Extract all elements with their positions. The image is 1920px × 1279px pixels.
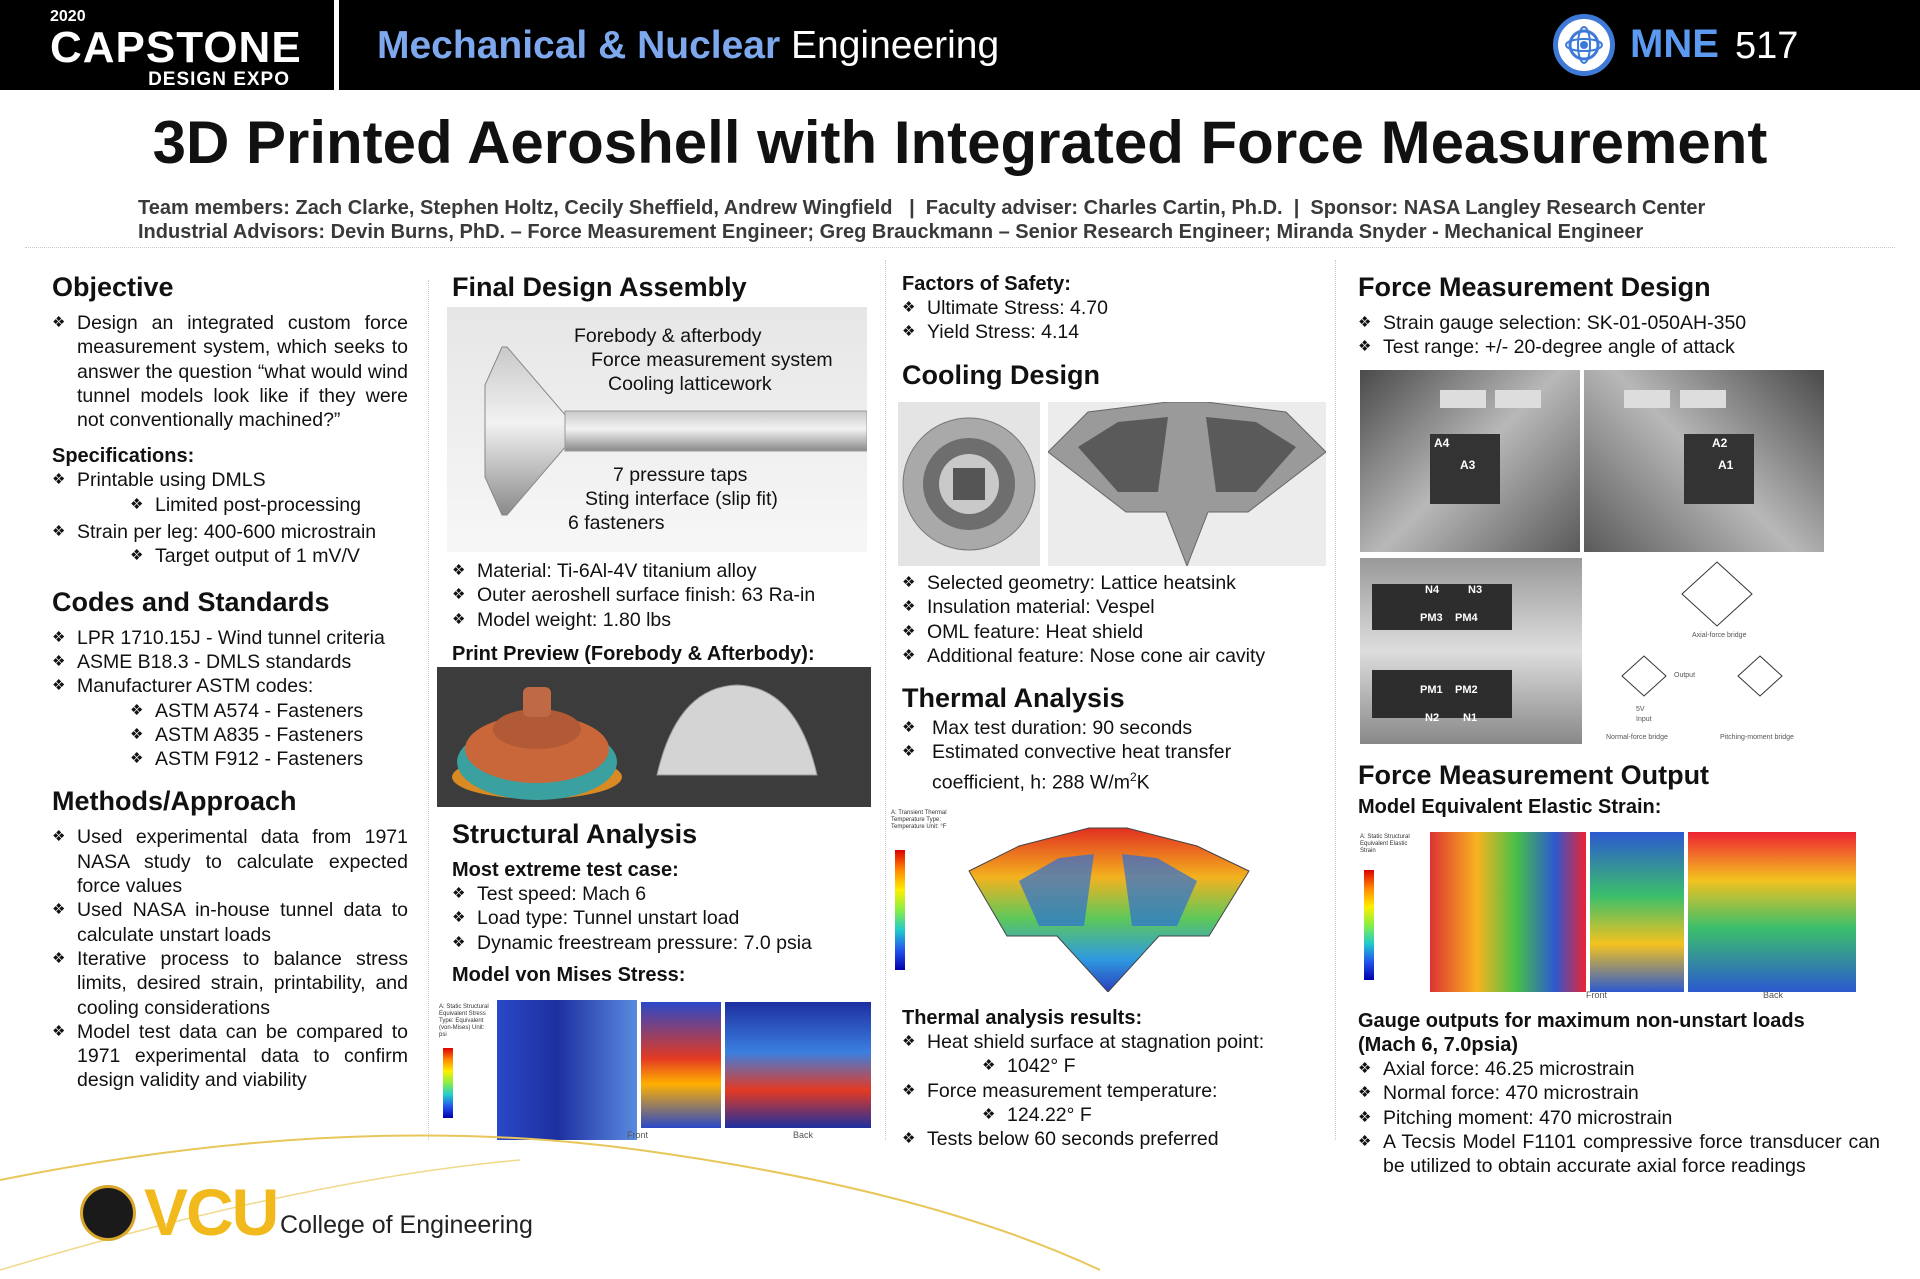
- callout-cooling: Cooling latticework: [608, 373, 772, 395]
- codes-heading: Codes and Standards: [52, 586, 330, 617]
- strain-gauge: [1624, 390, 1670, 408]
- list-item: ❖ Outer aeroshell surface finish: 63 Ra-in: [452, 583, 872, 607]
- specs-list: [52, 468, 408, 568]
- stress-color-scale: [443, 1048, 453, 1118]
- assembly-heading: Final Design Assembly: [452, 272, 747, 302]
- list-item: ❖ Strain per leg: 400-600 microstrain: [52, 520, 408, 544]
- list-item: ❖ Limited post-processing: [52, 493, 408, 517]
- list-item: ❖ Iterative process to balance stress limits, desired strain, printability, and cooling considerations: [52, 947, 408, 1020]
- booth-number: 517: [1735, 25, 1799, 67]
- bridge-output-label: Output: [1674, 672, 1696, 679]
- university-seal-icon: [80, 1185, 136, 1241]
- header-bar: [0, 0, 1920, 90]
- gauge-heading-1: Gauge outputs for maximum non-unstart loads: [1358, 1010, 1805, 1032]
- fm-design-heading: Force Measurement Design: [1358, 272, 1711, 302]
- vcu-wordmark: VCU: [144, 1175, 278, 1249]
- strain-legend: A: Static Structural Equivalent Elastic Strain: [1360, 834, 1410, 854]
- department-bold: Mechanical & Nuclear: [377, 24, 781, 67]
- strain-color-scale: [1364, 870, 1374, 980]
- list-item: ❖ Model test data can be compared to 1971 experimental data to confirm design validity and viability: [52, 1020, 408, 1093]
- list-item: ❖ Dynamic freestream pressure: 7.0 psia: [452, 931, 872, 955]
- column-4: [1358, 271, 1888, 360]
- axial-bridge-label: Axial-force bridge: [1692, 632, 1747, 639]
- list-item: ❖ Max test duration: 90 seconds: [902, 716, 1322, 740]
- stress-heading: Model von Mises Stress:: [452, 963, 686, 986]
- column-divider-1: [428, 280, 429, 1140]
- test-case-heading: Most extreme test case:: [452, 859, 679, 881]
- gauge-label-a2: A2: [1712, 436, 1728, 450]
- stress-view-back: [725, 1002, 871, 1128]
- team-line-1: Team members: Zach Clarke, Stephen Holtz, Cecily Sheffield, Andrew Wingfield | Faculty adviser: Charles Cartin, Ph.D. | Sponsor: NASA Langley Research Center: [138, 197, 1706, 219]
- list-item: ❖ Manufacturer ASTM codes:: [52, 674, 408, 698]
- fm-output-section: [1358, 759, 1888, 819]
- htc-text-1: Estimated convective heat transfer: [932, 741, 1232, 764]
- stress-legend: A: Static Structural Equivalent Stress Type: Equivalent (von-Mises) Unit: psi: [439, 1004, 489, 1038]
- gauge-layout-render: [1360, 558, 1582, 744]
- gauge-label-a1: A1: [1718, 458, 1734, 472]
- strain-front-label: Front: [1586, 990, 1608, 1000]
- htc-text-2: coefficient, h: 288 W/m: [932, 771, 1130, 794]
- list-item: ❖ 124.22° F: [902, 1103, 1322, 1127]
- list-item: ❖ Target output of 1 mV/V: [52, 544, 408, 568]
- cooling-details: [902, 571, 1322, 795]
- gauge-label-pm1: PM1: [1420, 684, 1443, 696]
- thermal-color-scale: [895, 850, 905, 970]
- gauge-label-n3: N3: [1468, 584, 1483, 596]
- bridge-input-label: Input: [1636, 716, 1652, 723]
- elastic-strain-heading: Model Equivalent Elastic Strain:: [1358, 796, 1662, 818]
- gauge-label-pm2: PM2: [1455, 684, 1478, 696]
- fos-list: [902, 296, 1322, 345]
- cooling-list: [902, 571, 1322, 668]
- list-item: ❖ LPR 1710.15J - Wind tunnel criteria: [52, 626, 408, 650]
- column-divider-3: [1335, 260, 1336, 1140]
- department-abbr: MNE: [1630, 22, 1719, 66]
- department-light: Engineering: [791, 24, 1000, 67]
- fm-output-heading: Force Measurement Output: [1358, 760, 1710, 790]
- gauge-label-a3: A3: [1460, 458, 1476, 472]
- methods-heading: Methods/Approach: [52, 786, 297, 817]
- list-item: ❖ Axial force: 46.25 microstrain: [1358, 1057, 1880, 1081]
- callout-fasteners: 6 fasteners: [568, 512, 665, 534]
- expo-year: 2020: [50, 8, 86, 25]
- gauge-label-n1: N1: [1463, 712, 1478, 724]
- bridge-voltage-label: 5V: [1636, 706, 1645, 713]
- strain-gauge: [1495, 390, 1541, 408]
- structural-heading: Structural Analysis: [452, 819, 698, 849]
- callout-forebody: Forebody & afterbody: [574, 325, 762, 347]
- list-item: [902, 740, 1322, 794]
- title-divider: [25, 247, 1895, 248]
- normal-bridge-label: Normal-force bridge: [1606, 734, 1668, 741]
- list-item: ❖ Yield Stress: 4.14: [902, 320, 1322, 344]
- header-divider: [334, 0, 339, 90]
- cooling-front-graphic: [898, 402, 1040, 566]
- list-item: ❖ ASTM A574 - Fasteners: [52, 699, 408, 723]
- list-item: ❖ Normal force: 470 microstrain: [1358, 1081, 1880, 1105]
- htc-unit: K: [1136, 771, 1150, 794]
- pitching-bridge-label: Pitching-moment bridge: [1720, 734, 1794, 741]
- strain-plot: [1358, 830, 1858, 1000]
- objective-text: ❖ Design an integrated custom force measurement system, which seeks to answer the question “what would wind tunnel models look like if they were not conventionally machined?”: [52, 311, 408, 432]
- strain-view-iso: [1430, 832, 1586, 992]
- cooling-section-view: [1048, 402, 1326, 566]
- strain-gauge: [1680, 390, 1726, 408]
- list-item: ❖ Selected geometry: Lattice heatsink: [902, 571, 1322, 595]
- list-item: ❖ A Tecsis Model F1101 compressive force transducer can be utilized to obtain accurate axial force readings: [1358, 1130, 1880, 1179]
- callout-force-system: Force measurement system: [591, 349, 833, 371]
- structural-list: [452, 882, 872, 955]
- bridge-diagrams: [1604, 554, 1834, 744]
- list-item: ❖ Heat shield surface at stagnation point:: [902, 1030, 1322, 1054]
- strain-back-label: Back: [1763, 990, 1784, 1000]
- thermal-heading: Thermal Analysis: [902, 683, 1125, 714]
- htc-superscript: 2: [1129, 769, 1137, 784]
- thermal-contour-graphic: [889, 806, 1327, 992]
- strain-view-front: [1590, 832, 1684, 992]
- college-name: College of Engineering: [280, 1211, 533, 1239]
- strain-view-back: [1688, 832, 1856, 992]
- stress-plot: [437, 1000, 871, 1140]
- expo-subtitle: DESIGN EXPO: [148, 69, 290, 90]
- list-item: ❖ ASME B18.3 - DMLS standards: [52, 650, 408, 674]
- list-item: ❖ Tests below 60 seconds preferred: [902, 1127, 1322, 1151]
- print-preview-heading: Print Preview (Forebody & Afterbody):: [452, 642, 815, 665]
- gauge-heading-2: (Mach 6, 7.0psia): [1358, 1034, 1519, 1056]
- list-item: ❖ OML feature: Heat shield: [902, 620, 1322, 644]
- list-item: ❖ ASTM F912 - Fasteners: [52, 747, 408, 771]
- cooling-heading: Cooling Design: [902, 359, 1100, 390]
- list-item: ❖ Strain gauge selection: SK-01-050AH-350: [1358, 311, 1888, 335]
- list-item: ❖ Printable using DMLS: [52, 468, 408, 492]
- thermal-plot: [889, 806, 1327, 992]
- department-name: [377, 24, 999, 68]
- list-item: ❖ Used experimental data from 1971 NASA study to calculate expected force values: [52, 825, 408, 898]
- list-item: ❖ Ultimate Stress: 4.70: [902, 296, 1322, 320]
- column-2: [452, 271, 872, 311]
- fos-heading: Factors of Safety:: [902, 273, 1071, 295]
- gauge-photo-right: [1584, 370, 1824, 552]
- gauge-label-n4: N4: [1425, 584, 1440, 596]
- assembly-list: [452, 559, 872, 632]
- thermal-legend: A: Transient Thermal Temperature Type: Temperature Unit: °F: [891, 810, 947, 830]
- list-item: ❖ Test range: +/- 20-degree angle of attack: [1358, 335, 1888, 359]
- stress-view-front: [641, 1002, 721, 1128]
- objective-list: [52, 311, 408, 432]
- expo-name: CAPSTONE: [50, 23, 302, 72]
- assembly-specs: [452, 559, 872, 666]
- list-item: ❖ Load type: Tunnel unstart load: [452, 906, 872, 930]
- poster-title: 3D Printed Aeroshell with Integrated Force Measurement: [152, 109, 1768, 176]
- gauge-outputs: [1358, 1009, 1880, 1178]
- print-preview-image: [437, 667, 871, 807]
- gauge-list: [1358, 1057, 1880, 1178]
- team-info: [138, 196, 1705, 244]
- list-item: ❖ ASTM A835 - Fasteners: [52, 723, 408, 747]
- list-item: ❖ 1042° F: [902, 1054, 1322, 1078]
- stress-back-label: Back: [793, 1130, 814, 1140]
- list-item: ❖ Used NASA in-house tunnel data to calculate unstart loads: [52, 898, 408, 947]
- list-item: ❖ Material: Ti-6Al-4V titanium alloy: [452, 559, 872, 583]
- gauge-label-pm3: PM3: [1420, 612, 1443, 624]
- codes-list: [52, 626, 408, 772]
- gauge-label-a4: A4: [1434, 436, 1450, 450]
- team-line-2: Industrial Advisors: Devin Burns, PhD. – Force Measurement Engineer; Greg Brauckmann – Senior Research Engineer; Miranda Snyder - Mechanical Engineer: [138, 221, 1644, 243]
- list-item: ❖ Force measurement temperature:: [902, 1079, 1322, 1103]
- objective-heading: Objective: [52, 272, 174, 302]
- strain-gauge: [1440, 390, 1486, 408]
- structural-section: [452, 818, 872, 987]
- fm-design-list: [1358, 311, 1888, 360]
- gauge-label-pm4: PM4: [1455, 612, 1478, 624]
- list-item: ❖ Insulation material: Vespel: [902, 595, 1322, 619]
- list-item: ❖ Test speed: Mach 6: [452, 882, 872, 906]
- callout-sting: Sting interface (slip fit): [585, 488, 778, 510]
- gauge-photo-left: [1360, 370, 1580, 552]
- callout-pressure-taps: 7 pressure taps: [613, 464, 748, 486]
- column-divider-2: [885, 260, 886, 1140]
- atom-gear-icon: [1553, 14, 1615, 76]
- list-item: ❖ Additional feature: Nose cone air cavity: [902, 644, 1322, 668]
- capstone-logo: [50, 8, 300, 90]
- cooling-section-graphic: [1048, 402, 1326, 566]
- column-1: [52, 271, 408, 1093]
- methods-list: [52, 825, 408, 1092]
- column-3: [902, 272, 1322, 399]
- specs-heading: Specifications:: [52, 445, 195, 468]
- gauge-label-n2: N2: [1425, 712, 1440, 724]
- cooling-front-view: [898, 402, 1040, 566]
- list-item: ❖ Model weight: 1.80 lbs: [452, 608, 872, 632]
- list-item: ❖ Pitching moment: 470 microstrain: [1358, 1106, 1880, 1130]
- stress-front-label: Front: [627, 1130, 649, 1140]
- thermal-list: [902, 716, 1322, 794]
- thermal-results-heading: Thermal analysis results:: [902, 1007, 1143, 1029]
- print-preview-graphic: [437, 667, 871, 807]
